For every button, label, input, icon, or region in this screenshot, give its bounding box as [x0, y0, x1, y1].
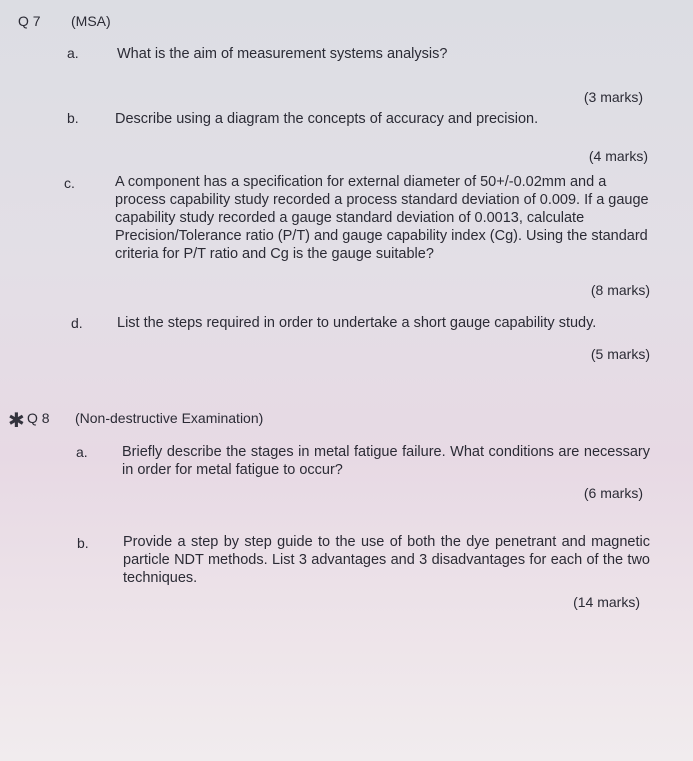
q7-part-b-text: Describe using a diagram the concepts of accuracy and precision. — [115, 111, 539, 127]
q7-part-a-marks: (3 marks) — [583, 89, 643, 105]
q8-part-b-text: Provide a step by step guide to the use of both the dye penetrant and magnetic particle NDT methods. List 3 advantages and 3 disadvantages for each of the two techniques. — [123, 534, 650, 586]
star-mark-icon: ✱ — [8, 410, 25, 432]
q7-part-b-letter: b. — [67, 110, 79, 126]
q7-part-c-letter: c. — [64, 175, 75, 191]
question-7-number: Q 7 — [18, 13, 41, 29]
q8-part-a-letter: a. — [76, 444, 88, 460]
q7-part-d-text: List the steps required in order to undertake a short gauge capability study. — [117, 315, 597, 331]
question-8-title: (Non-destructive Examination) — [75, 410, 264, 426]
question-7-title: (MSA) — [71, 13, 111, 29]
q8-part-b-letter: b. — [77, 535, 89, 551]
q8-part-a-text: Briefly describe the stages in metal fatigue failure. What conditions are necessary in order for metal fatigue to occur? — [122, 444, 650, 478]
q7-part-d-letter: d. — [71, 315, 83, 331]
q7-part-c-text: A component has a specification for external diameter of 50+/-0.02mm and a process capability study recorded a process standard deviation of 0.009. If a gauge capability study recorded a gauge standard deviation of 0.0013, calculate Precision/Tolerance ratio (P/T) and gauge capability index (Cg). Using the standard criteria for P/T ratio and Cg is the gauge suitable? — [115, 174, 649, 262]
q7-part-a-text: What is the aim of measurement systems analysis? — [117, 46, 448, 62]
q7-part-d-marks: (5 marks) — [590, 346, 650, 362]
q7-part-b-marks: (4 marks) — [588, 148, 648, 164]
q7-part-a-letter: a. — [67, 45, 79, 61]
q8-part-b-marks: (14 marks) — [573, 594, 640, 610]
question-8-number: Q 8 — [27, 410, 50, 426]
q8-part-a-marks: (6 marks) — [583, 485, 643, 501]
q7-part-c-marks: (8 marks) — [590, 282, 650, 298]
